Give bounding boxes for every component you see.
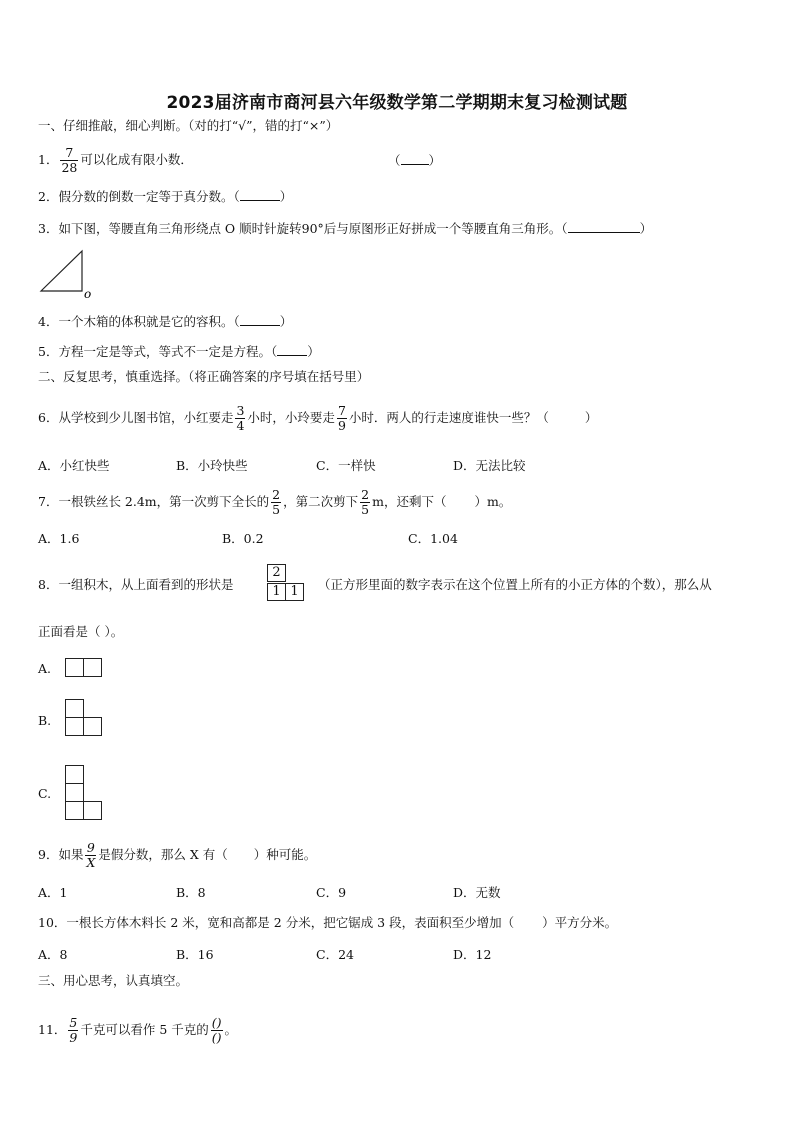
q9-numerator: 9 bbox=[86, 840, 95, 855]
q3-paren-right: ） bbox=[639, 221, 653, 236]
q2-paren-right: ） bbox=[279, 189, 293, 204]
q9-text-c: ）种可能。 bbox=[253, 847, 317, 862]
q7-option-c[interactable]: C．1.04 bbox=[408, 531, 458, 546]
section-heading-1: 一、仔细推敲，细心判断。（对的打“√”，错的打“×”） bbox=[38, 118, 339, 133]
q9-option-b[interactable]: B．8 bbox=[176, 885, 206, 900]
q9-option-d[interactable]: D．无数 bbox=[453, 885, 501, 900]
q7-fraction-1 bbox=[271, 489, 281, 516]
q6-f1-numerator: 3 bbox=[236, 403, 245, 418]
q5-answer-blank[interactable] bbox=[277, 343, 307, 356]
q5-paren-right: ） bbox=[307, 344, 320, 359]
q10-option-b[interactable]: B．16 bbox=[176, 947, 214, 962]
q1-denominator: 28 bbox=[61, 159, 78, 175]
q10-option-c[interactable]: C．24 bbox=[316, 947, 354, 962]
q4-text: 4．一个木箱的体积就是它的容积。（ bbox=[38, 314, 240, 329]
q9-fraction bbox=[85, 842, 96, 869]
q8-option-b[interactable]: B. bbox=[38, 713, 52, 728]
q11-text: 千克可以看作 5 千克的 bbox=[80, 1022, 209, 1037]
q6-option-c[interactable]: C．一样快 bbox=[316, 458, 376, 473]
question-3 bbox=[38, 220, 652, 237]
q2-answer-blank[interactable] bbox=[240, 188, 280, 201]
q1-text: 可以化成有限小数． bbox=[80, 152, 193, 167]
q8-c-square bbox=[65, 801, 84, 820]
q11-f2-denominator: () bbox=[211, 1029, 222, 1045]
q7-option-b[interactable]: B．0.2 bbox=[222, 531, 264, 546]
q7-option-a[interactable]: A．1.6 bbox=[38, 531, 80, 546]
question-10 bbox=[38, 915, 617, 931]
q6-f1-denominator: 4 bbox=[236, 417, 245, 433]
q8-text-b: （正方形里面的数字表示在这个位置上所有的小正方体的个数），那么从 bbox=[318, 577, 712, 592]
q7-f2-numerator: 2 bbox=[361, 487, 370, 502]
q9-option-c[interactable]: C．9 bbox=[316, 885, 347, 900]
question-7 bbox=[38, 485, 511, 519]
q1-number: 1． bbox=[38, 152, 59, 167]
q10-text: 10．一根长方体木料长 2 米，宽和高都是 2 分米，把它锯成 3 段，表面积至少增加（ bbox=[38, 915, 515, 930]
q8-option-a[interactable]: A. bbox=[38, 661, 52, 676]
q6-text-d: ） bbox=[584, 410, 598, 425]
q3-text: 3．如下图，等腰直角三角形绕点 O 顺时针旋转90°后与原图形正好拼成一个等腰直角三角形。（ bbox=[38, 221, 568, 236]
q7-fraction-2 bbox=[360, 489, 370, 516]
q10-option-a[interactable]: A．8 bbox=[38, 947, 68, 962]
q8-c-square bbox=[65, 765, 84, 784]
q11-fraction-1 bbox=[68, 1017, 78, 1044]
question-5 bbox=[38, 343, 320, 360]
q4-paren-right: ） bbox=[279, 314, 293, 329]
question-4 bbox=[38, 313, 292, 330]
question-2 bbox=[38, 188, 292, 205]
q8-b-square bbox=[65, 717, 84, 736]
q3-answer-blank[interactable] bbox=[568, 220, 640, 233]
q11-number: 11． bbox=[38, 1022, 67, 1037]
q6-fraction-2 bbox=[337, 405, 347, 432]
q6-option-d[interactable]: D．无法比较 bbox=[453, 458, 526, 473]
q9-text-b: 是假分数，那么 X 有（ bbox=[98, 847, 228, 862]
q5-text: 5．方程一定是等式，等式不一定是方程。（ bbox=[38, 344, 278, 359]
q8-a-square bbox=[65, 658, 84, 677]
q9-denominator: X bbox=[86, 854, 96, 870]
q7-f2-denominator: 5 bbox=[361, 501, 370, 517]
q8-a-square bbox=[83, 658, 102, 677]
q6-text-b: 小时，小玲要走 bbox=[247, 410, 335, 425]
q7-text-b: ，第二次剪下 bbox=[283, 494, 359, 509]
q6-f2-numerator: 7 bbox=[337, 403, 346, 418]
q8-text-a: 8．一组积木，从上面看到的形状是 bbox=[38, 577, 234, 592]
q8-b-square bbox=[83, 717, 102, 736]
section-heading-2: 二、反复思考，慎重选择。（将正确答案的序号填在括号里） bbox=[38, 369, 370, 384]
q11-f1-denominator: 9 bbox=[69, 1029, 78, 1045]
q8-grid-cell-top: 2 bbox=[267, 564, 286, 582]
q6-fraction-1 bbox=[235, 405, 245, 432]
q8-top-view-grid bbox=[267, 564, 307, 602]
q7-text-d: ）m。 bbox=[474, 494, 512, 509]
section-heading-3: 三、用心思考，认真填空。 bbox=[38, 973, 189, 988]
q6-option-a[interactable]: A．小红快些 bbox=[38, 458, 110, 473]
question-1 bbox=[38, 146, 193, 174]
q7-text-c: m，还剩下（ bbox=[372, 494, 447, 509]
q8-b-square bbox=[65, 699, 84, 718]
q1-numerator: 7 bbox=[65, 145, 74, 160]
q1-paren-left: （ bbox=[388, 153, 401, 168]
q7-f1-numerator: 2 bbox=[272, 487, 281, 502]
q7-text-a: 7．一根铁丝长 2.4m，第一次剪下全长的 bbox=[38, 494, 270, 509]
q1-fraction bbox=[60, 147, 78, 174]
q7-f1-denominator: 5 bbox=[272, 501, 281, 517]
q9-option-a[interactable]: A．1 bbox=[38, 885, 68, 900]
q11-fraction-2[interactable] bbox=[211, 1017, 223, 1044]
q3-triangle bbox=[41, 251, 82, 291]
q8-c-square bbox=[65, 783, 84, 802]
q9-text-a: 9．如果 bbox=[38, 847, 84, 862]
q8-text-c: 正面看是（ ）。 bbox=[38, 624, 124, 639]
q11-f1-numerator: 5 bbox=[69, 1015, 78, 1030]
q6-text-a: 6．从学校到少儿图书馆，小红要走 bbox=[38, 410, 234, 425]
q10-text-tail: ）平方分米。 bbox=[542, 915, 618, 930]
q1-answer-paren bbox=[388, 152, 441, 169]
q2-text: 2．假分数的倒数一定等于真分数。（ bbox=[38, 189, 240, 204]
q8-grid-cell-bottom-right: 1 bbox=[285, 583, 304, 601]
q6-f2-denominator: 9 bbox=[337, 417, 346, 433]
q8-c-square bbox=[83, 801, 102, 820]
q1-paren-right: ） bbox=[428, 153, 442, 168]
question-6 bbox=[38, 401, 597, 435]
q1-answer-blank[interactable] bbox=[401, 152, 429, 165]
q10-option-d[interactable]: D．12 bbox=[453, 947, 492, 962]
q3-point-label: o bbox=[84, 287, 92, 300]
q8-option-c[interactable]: C. bbox=[38, 786, 52, 801]
question-9 bbox=[38, 838, 316, 872]
q6-option-b[interactable]: B．小玲快些 bbox=[176, 458, 248, 473]
q3-triangle-figure bbox=[38, 248, 98, 300]
q11-end: 。 bbox=[224, 1022, 238, 1037]
page-title: 2023届济南市商河县六年级数学第二学期期末复习检测试题 bbox=[166, 93, 628, 113]
q11-f2-numerator: () bbox=[211, 1015, 222, 1030]
q8-grid-cell-bottom-left: 1 bbox=[267, 583, 286, 601]
q6-text-c: 小时．两人的行走速度谁快一些？（ bbox=[348, 410, 549, 425]
question-11 bbox=[38, 1010, 237, 1050]
q4-answer-blank[interactable] bbox=[240, 313, 280, 326]
